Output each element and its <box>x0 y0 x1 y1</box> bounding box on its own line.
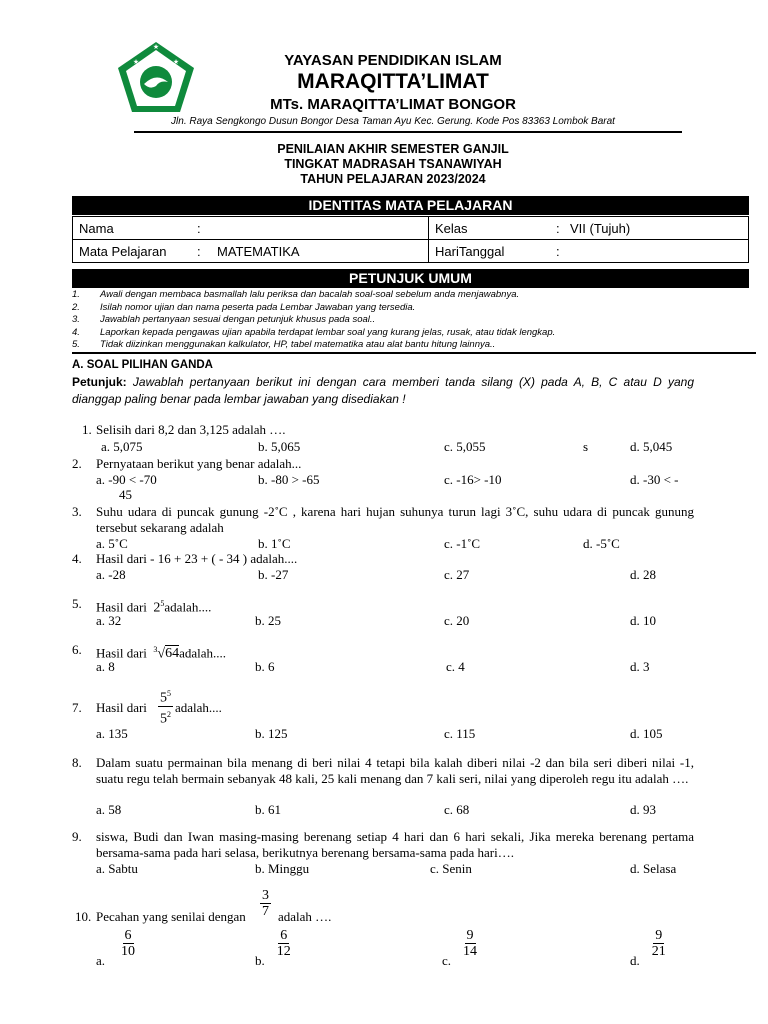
q10-prefix: Pecahan yang senilai dengan <box>96 909 246 924</box>
petunjuk-item: 1. Awali dengan membaca basmallah lalu periksa dan bacalah soal-soal sebelum anda menjawabnya. <box>72 289 520 300</box>
institution-name: MARAQITTA’LIMAT <box>297 70 489 93</box>
q3-option-b[interactable]: b. 1˚C <box>258 536 291 551</box>
hari-label: HariTanggal <box>435 243 505 259</box>
mapel-value: MATEMATIKA <box>217 243 300 259</box>
school-name: MTs. MARAQITTA’LIMAT BONGOR <box>270 96 516 113</box>
q7-fraction: $\frac{5^5}{5^2}$ <box>158 686 173 726</box>
exam-level: TINGKAT MADRASAH TSANAWIYAH <box>284 157 502 171</box>
q8-option-c[interactable]: c. 68 <box>444 802 470 817</box>
q10-fraction: $\frac{3}{7}$ <box>262 888 269 919</box>
section-instruction: Petunjuk: Jawablah pertanyaan berikut ini dengan cara memberi tanda silang (X) pada A, B, C atau D yang dianggap paling benar pada lembar jawaban yang disediakan ! <box>72 375 694 406</box>
question-9: 9. siswa, Budi dan Iwan masing-masing berenang setiap 4 hari dan 6 hari sekali, Jika mereka berenang pertama bersama-sama pada hari selasa, berikutnya berenang bersama-sama pada hari…. <box>72 829 694 860</box>
q2-option-a[interactable]: a. -90 < -70 <box>96 472 157 487</box>
question-2: 2. Pernyataan berikut yang benar adalah... <box>72 456 302 471</box>
section-title: A. SOAL PILIHAN GANDA <box>72 359 213 371</box>
petunjuk-item: 4. Laporkan kepada pengawas ujian apabila terdapat lembar soal yang kurang jelas, rusak, atau tidak lengkap. <box>72 326 556 338</box>
question-3: 3. Suhu udara di puncak gunung -2˚C , karena hari hujan suhunya turun lagi 3˚C, suhu udara di puncak gunung tersebut sekarang adalah <box>72 504 694 535</box>
q3-option-c[interactable]: c. -1˚C <box>444 536 481 551</box>
q10-option-a[interactable]: $_{a.}$ $\frac{6}{10}$ <box>96 928 136 969</box>
kelas-label: Kelas <box>435 220 468 236</box>
q7-option-d[interactable]: d. 105 <box>630 726 663 741</box>
q9-option-b[interactable]: b. Minggu <box>255 861 310 876</box>
foundation-name: YAYASAN PENDIDIKAN ISLAM <box>284 52 502 69</box>
q7-number: 7. <box>72 700 82 715</box>
school-address: Jln. Raya Sengkongo Dusun Bongor Desa Taman Ayu Kec. Gerung. Kode Pos 83363 Lombok Barat <box>171 116 615 127</box>
petunjuk-item: 2. Isilah nomor ujian dan nama peserta pada Lembar Jawaban yang tersedia. <box>72 301 416 313</box>
mapel-label: Mata Pelajaran <box>79 243 167 259</box>
petunjuk-title: PETUNJUK UMUM <box>72 269 749 288</box>
svg-text:★: ★ <box>172 58 180 66</box>
kelas-value: VII (Tujuh) <box>570 220 631 236</box>
question-5: 5. Hasil dari $2^5adalah$.... <box>72 596 212 616</box>
header-divider <box>134 131 682 133</box>
q2-option-c[interactable]: c. -16> -10 <box>444 472 502 487</box>
nama-sep: : <box>197 220 201 236</box>
q6-option-c[interactable]: c. 4 <box>446 659 465 674</box>
q5-option-c[interactable]: c. 20 <box>444 613 470 628</box>
exam-year: TAHUN PELAJARAN 2023/2024 <box>300 172 486 186</box>
q3-option-d[interactable]: d. -5˚C <box>583 536 620 551</box>
q8-option-a[interactable]: a. 58 <box>96 802 122 817</box>
mapel-sep: : <box>197 243 201 259</box>
petunjuk-item: 3. Jawablah pertanyaan sesuai dengan petunjuk khusus pada soal.. <box>72 314 376 325</box>
q4-option-c[interactable]: c. 27 <box>444 567 470 582</box>
q8-option-d[interactable]: d. 93 <box>630 802 656 817</box>
q2-option-b-wrap: 45 <box>119 487 132 502</box>
svg-text:★: ★ <box>152 43 160 51</box>
q10-suffix: adalah …. <box>278 909 332 924</box>
exam-title: PENILAIAN AKHIR SEMESTER GANJIL <box>277 142 509 156</box>
identity-table <box>72 216 749 263</box>
question-1: 1. Selisih dari 8,2 dan 3,125 adalah …. <box>82 422 286 437</box>
hari-sep: : <box>556 243 560 259</box>
q4-option-d[interactable]: d. 28 <box>630 567 656 582</box>
q7-option-c[interactable]: c. 115 <box>444 726 476 741</box>
q4-option-a[interactable]: a. -28 <box>96 567 126 582</box>
q4-option-b[interactable]: b. -27 <box>258 567 289 582</box>
q6-option-d[interactable]: d. 3 <box>630 659 650 674</box>
q1-option-b[interactable]: b. 5,065 <box>258 439 301 454</box>
q7-suffix: adalah.... <box>175 700 222 715</box>
kelas-sep: : <box>556 220 560 236</box>
q9-option-c[interactable]: c. Senin <box>430 861 472 876</box>
question-8: 8. Dalam suatu permainan bila menang di beri nilai 4 tetapi bila kalah diberi nilai -2 dan bila seri diberi nilai -1, suatu regu telah bermain sebanyak 48 kali, 25 kali menang dan 7 kali seri, nilai yang diperoleh regu itu adalah …. <box>72 755 694 786</box>
q10-number: 10. <box>75 909 92 924</box>
q1-option-c[interactable]: c. 5,055 <box>444 439 486 454</box>
q7-option-a[interactable]: a. 135 <box>96 726 128 741</box>
q8-option-b[interactable]: b. 61 <box>255 802 281 817</box>
q2-option-b[interactable]: b. -80 > -65 <box>258 472 320 487</box>
question-4: 4. Hasil dari - 16 + 23 + ( - 34 ) adalah.... <box>72 551 298 566</box>
q10-option-c[interactable]: $_{c.}$ $\frac{9}{14}$ <box>442 928 478 969</box>
root-index: 3 <box>153 645 158 654</box>
q9-option-d[interactable]: d. Selasa <box>630 861 677 876</box>
q1-option-a[interactable]: a. 5,075 <box>101 439 143 454</box>
q10-option-d[interactable]: $_{d.}$ $\frac{9}{21}$ <box>630 928 666 969</box>
radical-icon: √ <box>157 646 166 662</box>
q5-option-d[interactable]: d. 10 <box>630 613 656 628</box>
q9-option-a[interactable]: a. Sabtu <box>96 861 138 876</box>
petunjuk-list <box>72 289 756 354</box>
svg-text:★: ★ <box>132 58 140 66</box>
q6-option-a[interactable]: a. 8 <box>96 659 115 674</box>
identity-title: IDENTITAS MATA PELAJARAN <box>72 196 749 215</box>
q3-option-a[interactable]: a. 5˚C <box>96 536 128 551</box>
q7-option-b[interactable]: b. 125 <box>255 726 288 741</box>
petunjuk-item: 5. Tidak diizinkan menggunakan kalkulator, HP, tabel matematika atau alat bantu hitung lainnya.. <box>72 339 496 350</box>
q5-option-b[interactable]: b. 25 <box>255 613 281 628</box>
q6-option-b[interactable]: b. 6 <box>255 659 275 674</box>
q1-stray-mark: s <box>583 439 589 454</box>
q10-option-b[interactable]: $_{b.}$ $\frac{6}{12}$ <box>255 928 291 969</box>
q2-option-d[interactable]: d. -30 < - <box>630 472 679 487</box>
q1-option-d[interactable]: d. 5,045 <box>630 439 673 454</box>
nama-label: Nama <box>79 220 114 236</box>
question-6: 6. Hasil dari $^3$√64adalah.... <box>72 642 227 662</box>
q7-prefix: Hasil dari <box>96 700 147 715</box>
q5-option-a[interactable]: a. 32 <box>96 613 122 628</box>
